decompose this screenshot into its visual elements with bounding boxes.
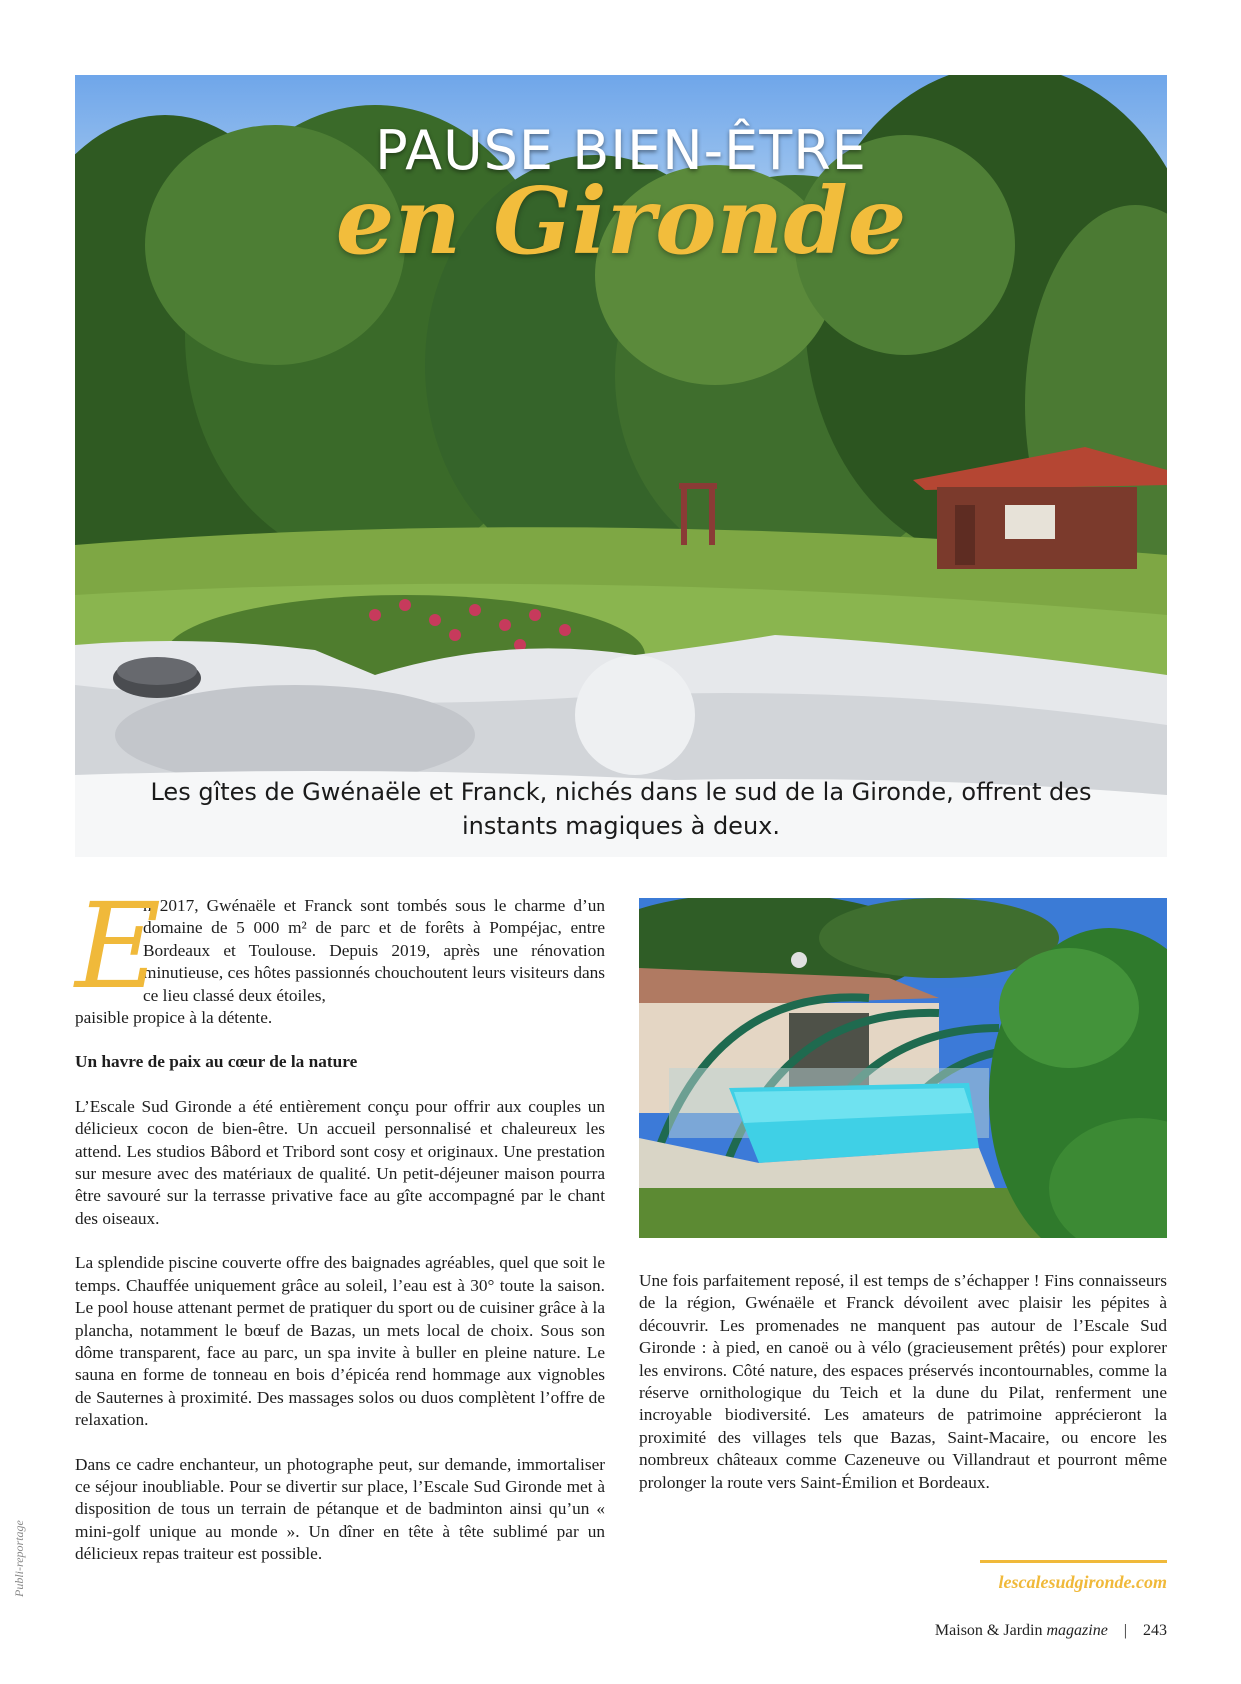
side-label: Publi-reportage [12,1520,26,1597]
magazine-word: magazine [1046,1622,1108,1639]
page-number: 243 [1143,1622,1167,1639]
paragraph: L’Escale Sud Gironde a été entièrement conçu pour offrir aux couples un délicieux cocon de bien-être. Un accueil personnalisé et chaleureux les attend. Les studios Bâbord et Tribord sont cosy et originaux. Une prestation sur mesure avec des matériaux de qualité. Un petit-déjeuner maison pourra être savouré sur la terrasse privative face au gîte accompagné par le chant des oiseaux. [75,1096,605,1228]
pool-scene [639,898,1167,1238]
hero-title-script: en Gironde [335,167,907,275]
drop-cap: E [75,877,162,1015]
paragraph: Une fois parfaitement reposé, il est temps de s’échapper ! Fins connaisseurs de la région, Gwénaële et Franck dévoilent avec plaisir les pépites à découvrir. Les promenades ne manquent pas autour de l’Escale Sud Gironde : à pied, en canoë ou à vélo (gracieusement prêtés) pour explorer les environs. Côté nature, des espaces préservés incontournables, comme la réserve ornithologique du Teich et la dune du Pilat, renferment une incroyable biodiversité. Les amateurs de patrimoine apprécieront la proximité des villages tels que Bazas, Saint-Macaire, ou encore les nombreux châteaux comme Cazeneuve ou Villandraut et pourront même prolonger la route vers Saint-Émilion et Bordeaux. [639,1271,1167,1492]
footer-separator: | [1123,1622,1127,1639]
hero-caption: Les gîtes de Gwénaële et Franck, nichés dans le sud de la Gironde, offrent des instants magiques à deux. [150,778,1092,840]
page-footer [935,1622,1167,1640]
hero-photo [75,75,1167,857]
lead-tail: paisible propice à la détente. [75,1008,273,1028]
article-left-column [75,877,605,1588]
article-right-column [639,1270,1167,1516]
paragraph: La splendide piscine couverte offre des baignades agréables, quel que soit le temps. Chauffée uniquement grâce au soleil, l’eau est à 30° toute la saison. Le pool house attenant permet de pratiquer du sport ou de cuisiner grâce à la plancha, notamment le bœuf de Bazas, un mets local de choix. Sous son dôme transparent, face au parc, un spa invite à buller en pleine nature. Le sauna en forme de tonneau en bois d’épicéa rend hommage aux vignobles de Sauternes à proximité. Des massages solos ou duos complètent l’offre de relaxation. [75,1253,605,1430]
lead-paragraph [75,877,605,1029]
lead-text: n 2017, Gwénaële et Franck sont tombés sous le charme d’un domaine de 5 000 m² de parc et de forêts à Pompéjac, entre Bordeaux et Toulouse. Depuis 2019, après une rénovation minutieuse, ces hôtes passionnés chouchoutent leurs visiteurs dans ce lieu classé deux étoiles, [143,896,605,1005]
magazine-name: Maison & Jardin [934,1622,1043,1639]
website-link[interactable]: lescalesudgironde.com [998,1572,1167,1592]
website-rule [980,1560,1167,1563]
subheading: Un havre de paix au cœur de la nature [75,1052,358,1072]
paragraph: Dans ce cadre enchanteur, un photographe peut, sur demande, immortaliser ce séjour inoubliable. Pour se divertir sur place, l’Escale Sud Gironde met à disposition de tous un terrain de pétanque et de badminton ainsi qu’un « mini-golf unique au monde ». Un dîner en tête à tête sublimé par un délicieux repas traiteur est possible. [75,1454,605,1564]
hero-title: PAUSE BIEN-ÊTRE [375,119,867,182]
pool-photo [639,898,1167,1238]
